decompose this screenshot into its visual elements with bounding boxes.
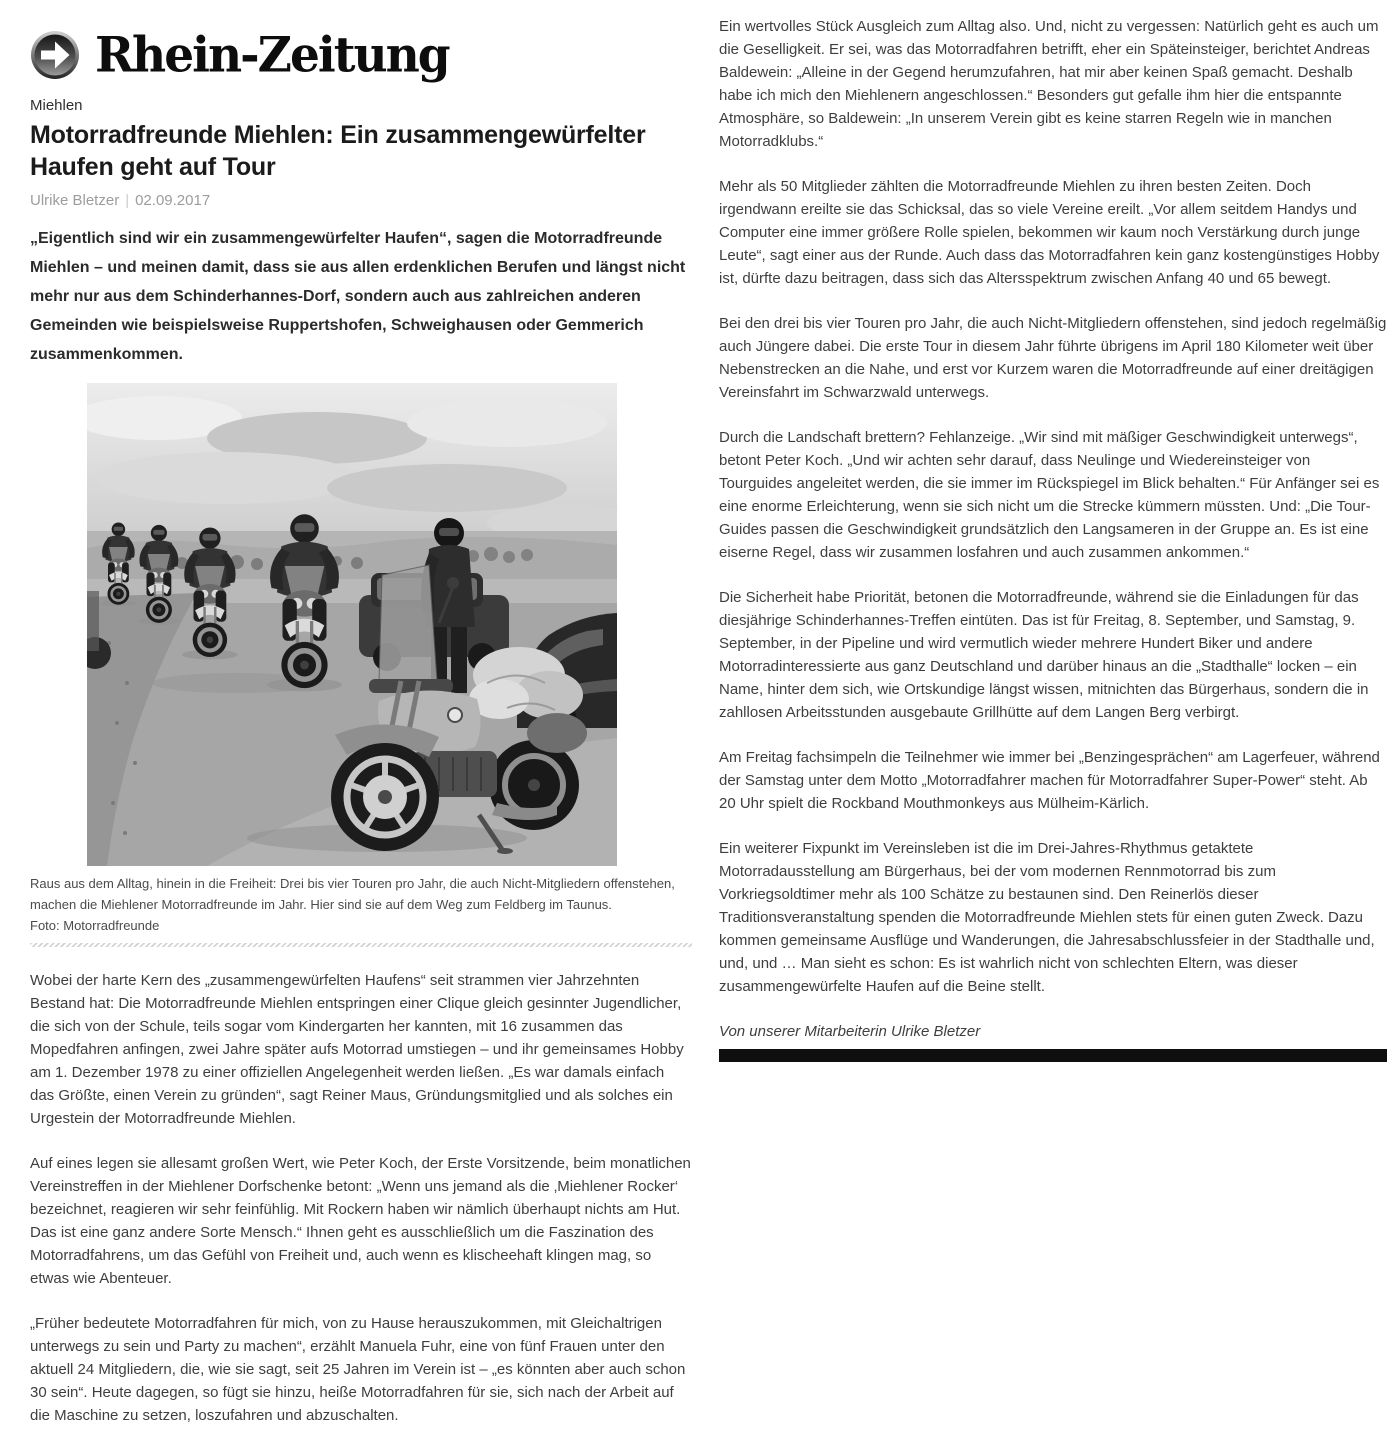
lead-paragraph: „Eigentlich sind wir ein zusammengewürfelter Haufen“, sagen die Motorradfreunde Miehlen – und meinen damit, dass sie aus allen erdenklichen Berufen und längst nicht mehr nur aus dem Schinderhannes-Dorf, sondern auch aus zahlreichen anderen Gemeinden wie beispielsweise Ruppertshofen, Schweighausen oder Gemmerich zusammenkommen. [30, 230, 686, 363]
article-paragraph: Am Freitag fachsimpeln die Teilnehmer wie immer bei „Benzingesprächen“ am Lagerfeuer, während der Samstag unter dem Motto „Motorradfahrer machen für Motorradfahrer Super-Power“ steht. Ab 20 Uhr spielt die Rockband Mouthmonkeys aus Mülheim-Kärlich. [719, 749, 1380, 812]
article-title-line2: Haufen geht auf Tour [30, 153, 276, 181]
article-paragraph: Auf eines legen sie allesamt großen Wert, wie Peter Koch, der Erste Vorsitzende, beim monatlichen Vereinstreffen in der Miehlener Dorfschenke betont: „Wenn uns jemand als die ‚Miehlener Rocker‘ bezeichnet, reagieren wir sehr feinfühlig. Mit Rockern haben wir nämlich überhaupt nichts am Hut. Das ist eine ganz andere Sorte Mensch.“ Ihnen geht es ausschließlich um die Faszination des Motorradfahrens, um das Gefühl von Freiheit und, auch wenn es klischeehaft klingen mag, so etwas wie Abenteuer. [30, 1155, 691, 1287]
article-paragraph: Die Sicherheit habe Priorität, betonen die Motorradfreunde, während sie die Einladungen für das diesjährige Schinderhannes-Treffen eintüten. Das ist für Freitag, 8. September, und Samstag, 9. September, in der Pipeline und wird vermutlich wieder mehrere Hundert Biker und andere Motorradinteressierte aus ganz Deutschland und darüber hinaus an die „Stadthalle“ locken – ein Name, hinter dem sich, wie Ortskundige längst wissen, mitnichten das Bürgerhaus, sondern die in zahllosen Arbeitsstunden ausgebaute Grillhütte auf dem Langen Berg verbirgt. [719, 589, 1369, 721]
arrow-right-circle-icon [30, 30, 80, 80]
article-photo [87, 383, 617, 866]
article-title [30, 119, 692, 183]
left-body-paragraphs [30, 969, 692, 1427]
photo-caption: Raus aus dem Alltag, hinein in die Freiheit: Drei bis vier Touren pro Jahr, die auch Nicht-Mitgliedern offenstehen, machen die Miehlener Motorradfreunde im Jahr. Hier sind sie auf dem Weg zum Feldberg im Taunus. [30, 876, 675, 912]
article-paragraph: Durch die Landschaft brettern? Fehlanzeige. „Wir sind mit mäßiger Geschwindigkeit unterwegs“, betont Peter Koch. „Und wir achten sehr darauf, dass Neulinge und Wiedereinsteiger von Tourguides angeleitet werden, die sie immer im Rückspiegel im Blick behalten.“ Für Anfänger sei es eine enorme Erleichterung, wenn sie sich nicht um die Strecke kümmern müssten. Und: „Die Tour-Guides passen die Geschwindigkeit grundsätzlich den Langsameren in der Gruppe an. Es ist eine eiserne Regel, dass wir zusammen losfahren und auch zusammen ankommen.“ [719, 429, 1380, 561]
photo-credit: Foto: Motorradfreunde [30, 918, 160, 933]
left-column [30, 0, 692, 1427]
right-body-paragraphs [719, 15, 1387, 998]
author-signoff: Von unserer Mitarbeiterin Ulrike Bletzer [719, 1023, 981, 1040]
article-end-bar [719, 1049, 1387, 1062]
author-name: Ulrike Bletzer [30, 192, 120, 209]
category-label: Miehlen [30, 97, 83, 114]
article-paragraph: „Früher bedeutete Motorradfahren für mich, von zu Hause herauszukommen, mit Gleichaltrigen unterwegs zu sein und Party zu machen“, erzählt Manuela Fuhr, eine von fünf Frauen unter den aktuell 24 Mitgliedern, die, wie sie sagt, seit 25 Jahren im Verein ist – „es könnten aber auch schon 30 sein“. Heute dagegen, so fügt sie hinzu, heiße Motorradfahren für sie, sich nach der Arbeit auf die Maschine zu setzen, loszufahren und abzuschalten. [30, 1315, 686, 1424]
right-column [719, 0, 1387, 1062]
article-paragraph: Mehr als 50 Mitglieder zählten die Motorradfreunde Miehlen zu ihren besten Zeiten. Doch irgendwann ereilte sie das Schicksal, das so viele Vereine ereilt. „Vor allem seitdem Handys und Computer eine immer größere Rolle spielen, bekommen wir kaum noch Verstärkung durch junge Leute“, sagt einer aus der Runde. Auch dass das Motorradfahren kein ganz kostengünstiges Hobby ist, dürfte dazu beitragen, dass sich das Altersspektrum zwischen Anfang 40 und 65 bewegt. [719, 178, 1380, 287]
article-paragraph: Bei den drei bis vier Touren pro Jahr, die auch Nicht-Mitgliedern offenstehen, sind jedoch regelmäßig auch Jüngere dabei. Die erste Tour in diesem Jahr führte übrigens im April 180 Kilometer weit über Nebenstrecken an die Nahe, und erst vor Kurzem waren die Motorradfreunde auf einer dreitägigen Vereinsfahrt im Schwarzwald unterwegs. [719, 315, 1387, 401]
article-title-line1: Motorradfreunde Miehlen: Ein zusammengewürfelter [30, 121, 646, 149]
article-paragraph: Wobei der harte Kern des „zusammengewürfelten Haufens“ seit strammen vier Jahrzehnten Bestand hat: Die Motorradfreunde Miehlen entspringen einer Clique gleich gesinnter Jugendlicher, die sich von der Schule, teils sogar vom Kindergarten her kannten, mit 16 zusammen das Mopedfahren anfingen, zwei Jahre später aufs Motorrad umstiegen – und ihr gemeinsames Hobby am 1. Dezember 1978 zu einer offiziellen Angelegenheit werden ließen. „Es war damals einfach das Größte, einen Verein zu gründen“, sagt Reiner Maus, Gründungsmitglied und als solches ein Urgestein der Motorradfreunde Miehlen. [30, 972, 684, 1127]
article-paragraph: Ein weiterer Fixpunkt im Vereinsleben ist die im Drei-Jahres-Rhythmus getaktete Motorradausstellung am Bürgerhaus, bei der vom modernen Rennmotorrad bis zum Vorkriegsoldtimer mehr als 100 Schätze zu bestaunen sind. Den Reinerlös dieser Traditionsveranstaltung spenden die Motorradfreunde Miehlen stets für einen guten Zweck. Dazu kommen gemeinsame Ausflüge und Wanderungen, die Jahresabschlussfeier in der Stadthalle und, und, und … Man sieht es schon: Es ist wahrlich nicht von schlechten Eltern, was dieser zusammengewürfelte Haufen auf die Beine stellt. [719, 840, 1375, 995]
brand-wordmark: Rhein-Zeitung [95, 26, 449, 84]
byline [30, 192, 692, 209]
article-date: 02.09.2017 [135, 192, 211, 209]
masthead-logo-link[interactable] [30, 26, 692, 84]
article-paragraph: Ein wertvolles Stück Ausgleich zum Alltag also. Und, nicht zu vergessen: Natürlich geht es auch um die Geselligkeit. Er sei, was das Motorradfahren betrifft, eher ein Späteinsteiger, berichtet Andreas Baldewein: „Alleine in der Gegend herumzufahren, hat mir aber keinen Spaß gemacht. Deshalb habe ich mich den Miehlenern angeschlossen.“ Besonders gut gefalle ihm hier die entspannte Atmosphäre, so Baldewein: „In unserem Verein gibt es keine starren Regeln wie in manchen Motorradklubs.“ [719, 18, 1379, 150]
caption-divider [30, 943, 692, 947]
byline-separator: | [125, 192, 130, 209]
